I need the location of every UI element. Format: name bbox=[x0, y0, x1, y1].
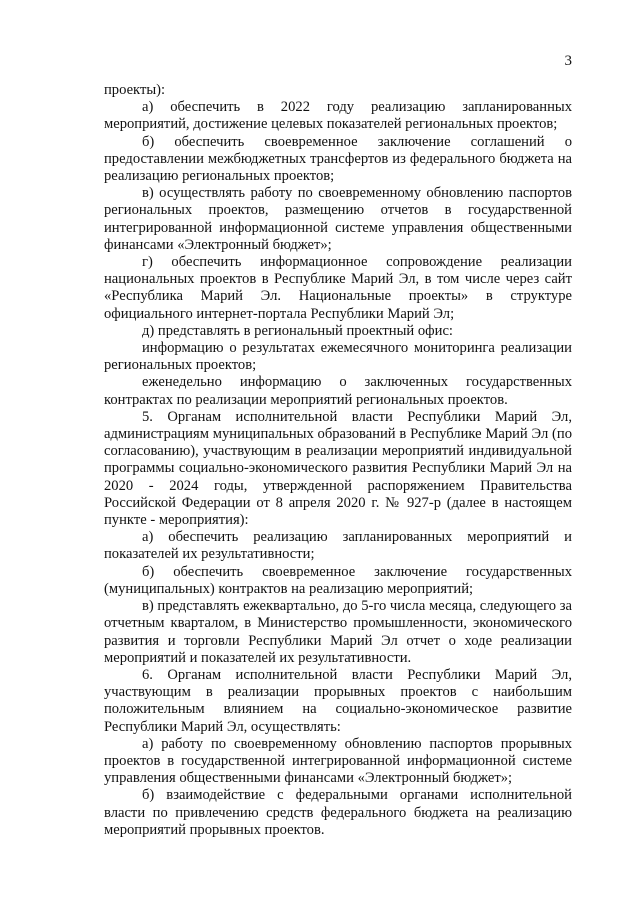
paragraph: в) представлять ежеквартально, до 5-го числа месяца, следующего за отчетным кварталом, в Министерство промышленности, экономического развития и торговли Республики Марий Эл отчет о ходе реализации мероприятий и показателей их результативности. bbox=[104, 598, 572, 666]
paragraph: 6. Органам исполнительной власти Республики Марий Эл, участвующим в реализации прорывных проектов с наибольшим положительным влиянием на социально-экономическое развитие Республики Марий Эл, осуществлять: bbox=[104, 666, 572, 735]
paragraph: г) обеспечить информационное сопровождение реализации национальных проектов в Республике Марий Эл, в том числе через сайт «Республика Марий Эл. Национальные проекты» в структуре официального интернет-портала Республики Марий Эл; bbox=[104, 254, 572, 322]
paragraph: в) осуществлять работу по своевременному обновлению паспортов региональных проектов, размещению отчетов в государственной интегрированной информационной системе управления общественными финансами «Электронный бюджет»; bbox=[104, 185, 572, 253]
paragraph: б) взаимодействие с федеральными органами исполнительной власти по привлечению средств федерального бюджета на реализацию мероприятий прорывных проектов. bbox=[104, 787, 572, 838]
document-body bbox=[104, 82, 572, 839]
paragraph: а) обеспечить реализацию запланированных мероприятий и показателей их результативности; bbox=[104, 529, 572, 563]
paragraph: б) обеспечить своевременное заключение государственных (муниципальных) контрактов на реализацию мероприятий; bbox=[104, 563, 572, 597]
paragraph: б) обеспечить своевременное заключение соглашений о предоставлении межбюджетных трансфертов из федерального бюджета на реализацию региональных проектов; bbox=[104, 133, 572, 185]
page-number: 3 bbox=[564, 53, 572, 69]
paragraph: а) обеспечить в 2022 году реализацию запланированных мероприятий, достижение целевых показателей региональных проектов; bbox=[104, 99, 572, 133]
paragraph: информацию о результатах ежемесячного мониторинга реализации региональных проектов; bbox=[104, 340, 572, 374]
paragraph: 5. Органам исполнительной власти Республики Марий Эл, администрациям муниципальных образований в Республике Марий Эл (по согласованию), участвующим в реализации мероприятий индивидуальной программы социально-экономического развития Республики Марий Эл на 2020 - 2024 годы, утвержденной распоряжением Правительства Российской Федерации от 8 апреля 2020 г. № 927-р (далее в настоящем пункте - мероприятия): bbox=[104, 408, 572, 529]
paragraph: а) работу по своевременному обновлению паспортов прорывных проектов в государственной интегрированной информационной системе управления общественными финансами «Электронный бюджет»; bbox=[104, 735, 572, 787]
paragraph: проекты): bbox=[104, 82, 166, 98]
paragraph: еженедельно информацию о заключенных государственных контрактах по реализации мероприятий региональных проектов. bbox=[104, 374, 572, 408]
paragraph: д) представлять в региональный проектный офис: bbox=[142, 322, 453, 339]
